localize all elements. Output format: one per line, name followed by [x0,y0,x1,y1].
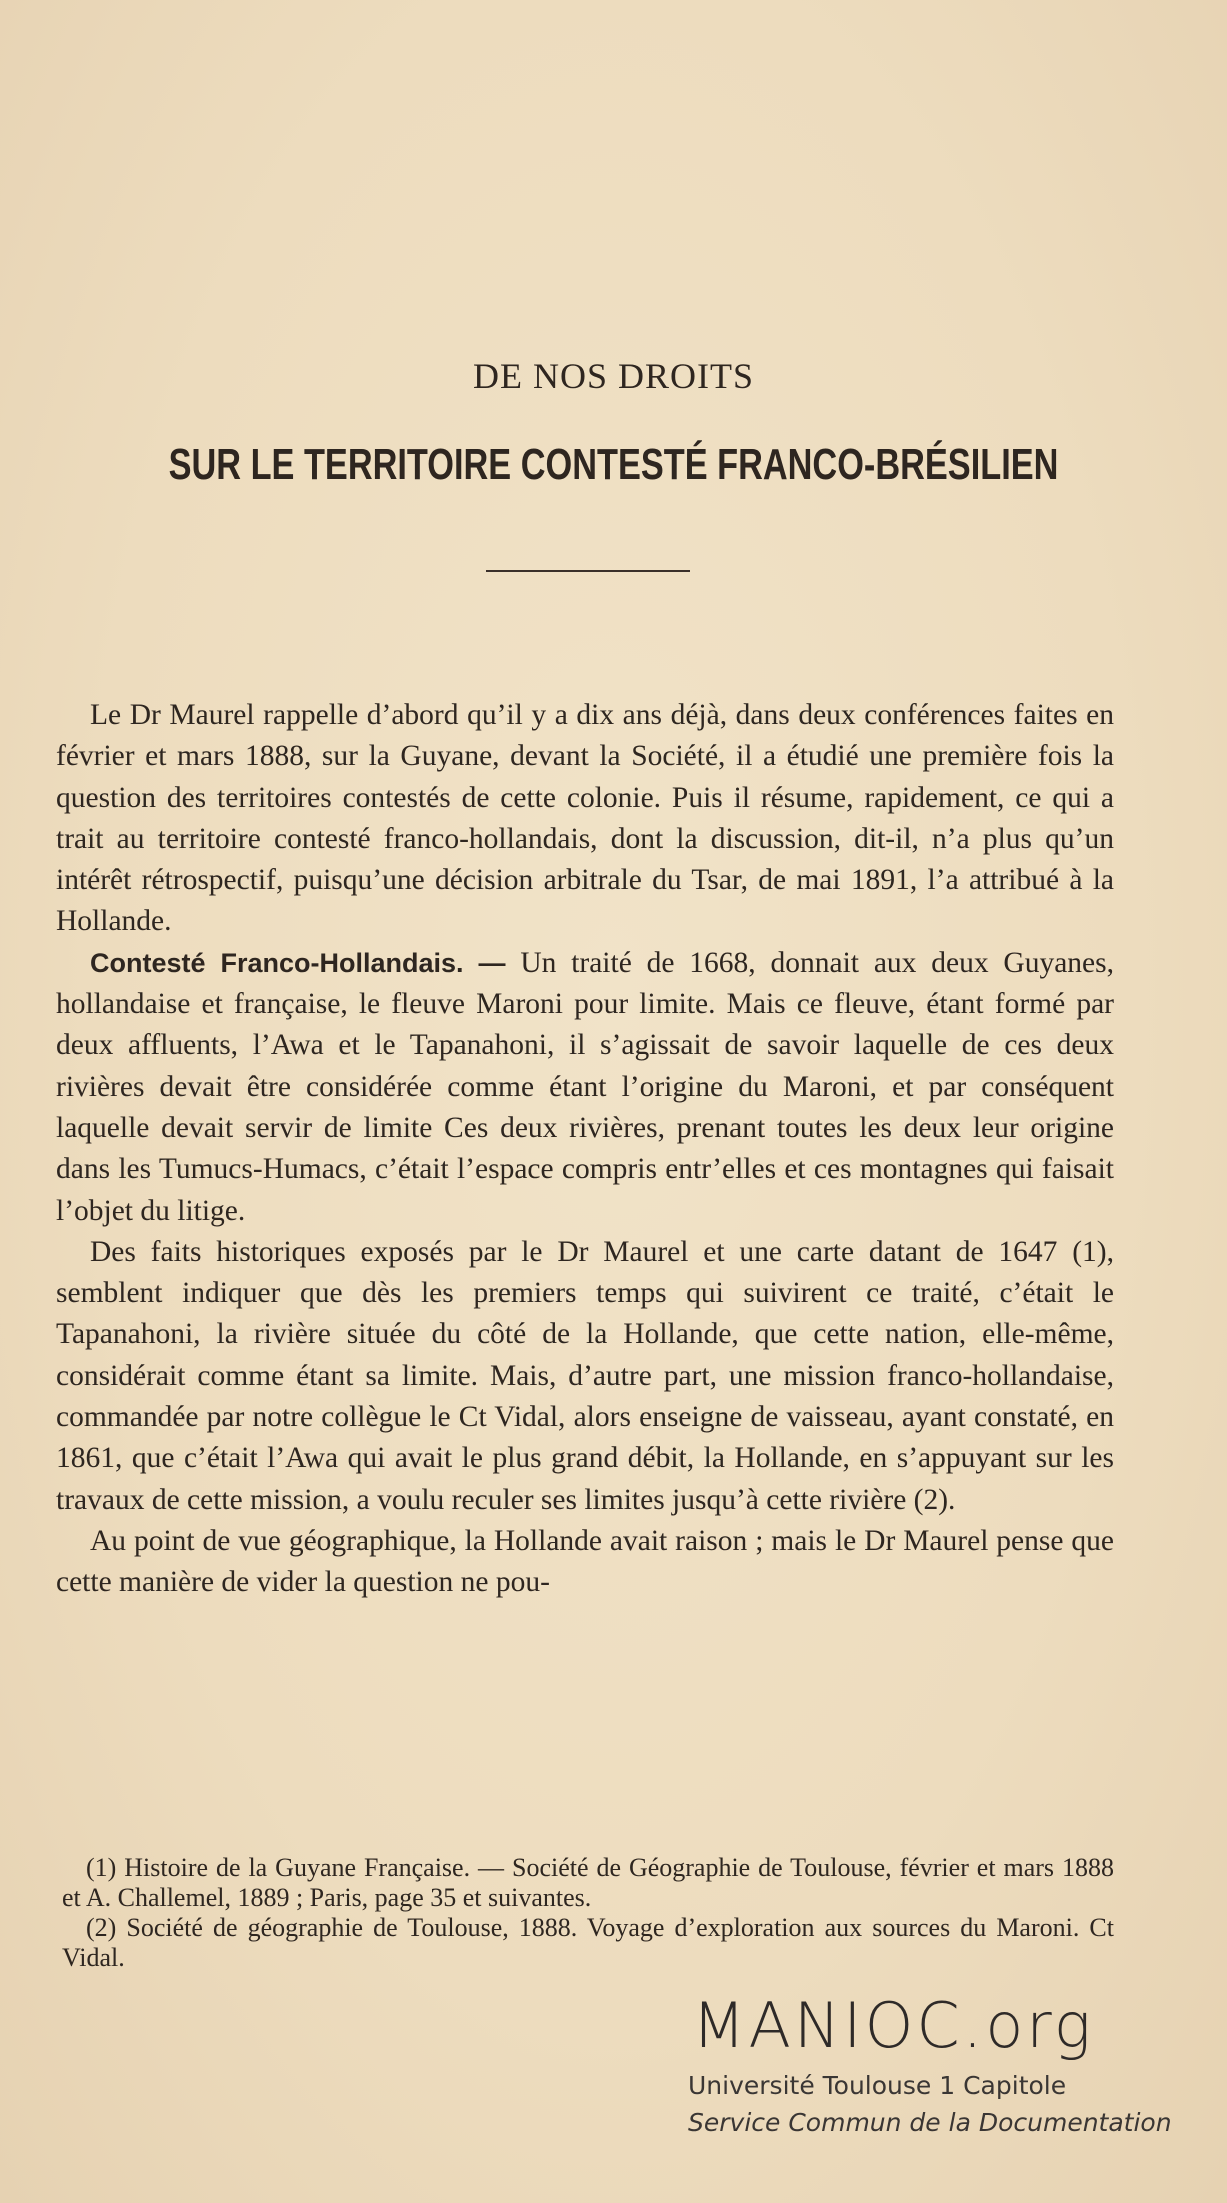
footnotes [62,1853,1114,1973]
paragraph-intro: Le Dr Maurel rappelle d’abord qu’il y a dix ans déjà, dans deux conférences faites en février et mars 1888, sur la Guyane, devant la Société, il a étudié une première fois la question des territoires contestés de cette colonie. Puis il résume, rapidement, ce qui a trait au territoire contesté franco-hollandais, dont la discussion, dit-il, n’a plus qu’un intérêt rétrospectif, puisqu’une décision arbitrale du Tsar, de mai 1891, l’a attribué à la Hollande. [56,699,1114,938]
section-text: Un traité de 1668, donnait aux deux Guyanes, hollandaise et française, le fleuve Maroni pour limite. Mais ce fleuve, étant formé par deux affluents, l’Awa et le Tapanahoni, il s’agissait de savoir laquelle de ces deux rivières devait être considérée comme étant l’origine du Maroni, et par conséquent laquelle devait servir de limite Ces deux rivières, prenant toutes les deux leur origine dans les Tumucs-Humacs, c’était l’espace compris entr’elles et ces montagnes qui faisait l’objet du litige. [56,946,1115,1227]
footnote-1: (1) Histoire de la Guyane Française. — Société de Géographie de Toulouse, février et mars 1888 et A. Challemel, 1889 ; Paris, page 35 et suivantes. [62,1853,1114,1912]
paragraph-conclusion: Au point de vue géographique, la Hollande avait raison ; mais le Dr Maurel pense que cette manière de vider la question ne pou- [56,1524,1114,1599]
page-title-line2: SUR LE TERRITOIRE CONTESTÉ FRANCO-BRÉSILIEN [168,440,1059,489]
footnote-2: (2) Société de géographie de Toulouse, 1888. Voyage d’exploration aux sources du Maroni. Ct Vidal. [62,1913,1114,1972]
logo-service: Service Commun de la Documentation [688,2108,1172,2137]
paragraph-history: Des faits historiques exposés par le Dr Maurel et une carte datant de 1647 (1), semblent indiquer que dès les premiers temps qui suivirent ce traité, c’était le Tapanahoni, la rivière située du côté de la Hollande, que cette nation, elle-même, considérait comme étant sa limite. Mais, d’autre part, une mission franco-hollandaise, commandée par notre collègue le Ct Vidal, alors enseigne de vaisseau, ayant constaté, en 1861, que c’était l’Awa qui avait le plus grand débit, la Hollande, en s’appuyant sur les travaux de cette mission, a voulu reculer ses limites jusqu’à cette rivière (2). [56,1235,1114,1516]
paragraph-section [56,943,1114,1232]
section-heading: Contesté Franco-Hollandais. — [90,947,506,978]
article-body [56,695,1114,1604]
page-title-line1: DE NOS DROITS [472,356,754,396]
manioc-watermark [688,1989,1188,2137]
title-divider [486,570,690,572]
logo-institution: Université Toulouse 1 Capitole [688,2071,1067,2100]
manioc-logo-mark: MANIOC.org [692,1989,1094,2062]
